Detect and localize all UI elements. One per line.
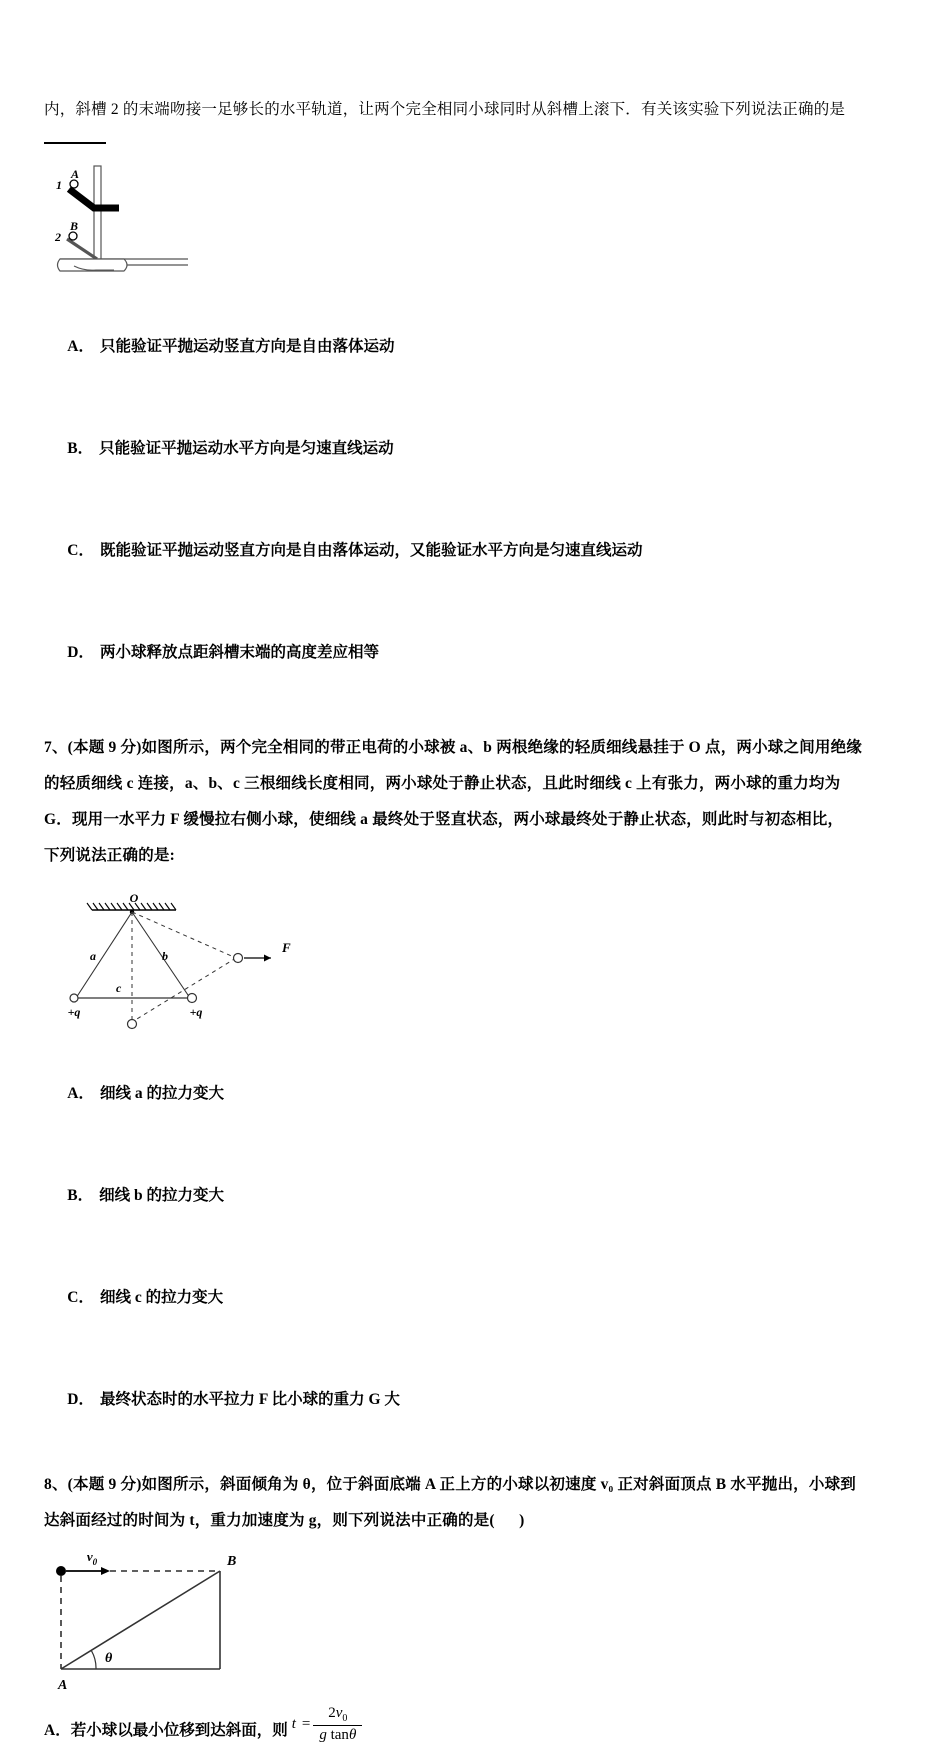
ball-a [70, 180, 78, 188]
force-arrow-head [264, 955, 271, 962]
option-row[interactable] [44, 296, 916, 398]
option-text: 若小球以最小位移到达斜面，则 [70, 1721, 288, 1739]
formula-numerator: $2v_0$ [328, 1705, 348, 1724]
ball-right-final [234, 954, 243, 963]
formula-variable: t [291, 1716, 296, 1732]
formula-t-expression [292, 1705, 363, 1744]
string-b [132, 912, 190, 998]
angle-arc [91, 1650, 96, 1669]
option-row[interactable] [44, 602, 916, 704]
option-text: 最终状态时的水平拉力 F 比小球的重力 G 大 [99, 1391, 400, 1408]
question-8-line-2: 达斜面经过的时间为 t，重力加速度为 g，则下列说法中正确的是( ) [44, 1512, 525, 1529]
label-angle-theta: θ [105, 1651, 113, 1666]
figure-charged-balls [64, 888, 916, 1033]
label-charge-left: +q [67, 1005, 81, 1019]
formula-fraction [313, 1705, 362, 1744]
option-text: 细线 c 的拉力变大 [99, 1289, 224, 1306]
label-velocity-v0: $v_0$ [86, 1549, 98, 1567]
groove-2-track [67, 239, 97, 259]
ball-b [69, 232, 77, 240]
label-string-c: c [116, 981, 122, 995]
label-point-b: B [227, 1554, 237, 1569]
ball-left-charge [70, 994, 78, 1002]
velocity-arrow-head [101, 1567, 110, 1575]
label-string-a: a [90, 949, 96, 963]
formula-denominator: g tanθ [313, 1725, 362, 1744]
option-row[interactable] [44, 398, 916, 500]
answer-blank-underline [44, 142, 106, 144]
option-label: C． [67, 1289, 94, 1306]
option-label: A． [44, 1721, 71, 1739]
label-force-f: F [282, 940, 291, 955]
stand-base [58, 259, 128, 271]
option-label: A． [67, 338, 94, 355]
question-7-line-1: 7、(本题 9 分)如图所示，两个完全相同的带正电荷的小球被 a、b 两根绝缘的轻质细线悬挂于 O 点，两小球之间用绝缘 [44, 739, 863, 756]
ball-right-charge [188, 994, 197, 1003]
label-point-a: A [58, 1678, 68, 1693]
label-charge-right: +q [189, 1005, 203, 1019]
option-text: 两小球释放点距斜槽末端的高度差应相等 [99, 644, 379, 661]
figure-double-groove [52, 162, 916, 282]
label-string-b: b [162, 949, 168, 963]
option-row[interactable] [44, 1145, 916, 1247]
option-label: D． [67, 1391, 94, 1408]
option-text: 细线 a 的拉力变大 [99, 1085, 224, 1102]
option-row[interactable] [44, 500, 916, 602]
formula-equals: = [301, 1716, 311, 1732]
option-label: B． [67, 1187, 94, 1204]
vertical-post [94, 166, 101, 260]
option-label: B． [67, 440, 94, 457]
question-7-line-3: G．现用一水平力 F 缓慢拉右侧小球，使细线 a 最终处于竖直状态，两小球最终处于静止状态，则此时与初态相比， [44, 811, 844, 828]
option-row-with-formula[interactable] [44, 1705, 916, 1748]
option-text: 细线 b 的拉力变大 [99, 1187, 224, 1204]
option-label: D． [67, 644, 94, 661]
option-row[interactable] [44, 1043, 916, 1145]
ball-left-final [128, 1020, 137, 1029]
figure-3-svg [48, 1549, 288, 1699]
string-a [76, 912, 132, 998]
option-text: 既能验证平抛运动竖直方向是自由落体运动，又能验证水平方向是匀速直线运动 [99, 542, 643, 559]
option-text: 只能验证平抛运动竖直方向是自由落体运动 [99, 338, 395, 355]
page-content [44, 92, 916, 1748]
option-text: 只能验证平抛运动水平方向是匀速直线运动 [99, 440, 394, 457]
question-6-tail-text: 内，斜槽 2 的末端吻接一足够长的水平轨道，让两个完全相同小球同时从斜槽上滚下．有关该实验下列说法正确的是 [44, 101, 846, 118]
figure-2-svg [64, 888, 324, 1033]
figure-1-svg [52, 162, 252, 282]
label-pivot-o: O [129, 891, 139, 905]
option-row[interactable] [44, 1349, 916, 1451]
figure-inclined-plane [48, 1549, 916, 1699]
label-groove-1: 1 [56, 178, 62, 192]
label-groove-2: 2 [55, 230, 61, 244]
question-7-line-4: 下列说法正确的是: [44, 847, 175, 864]
option-row[interactable] [44, 1247, 916, 1349]
question-7-line-2: 的轻质细线 c 连接，a、b、c 三根细线长度相同，两小球处于静止状态，且此时细线 c 上有张力，两小球的重力均为 [44, 775, 841, 792]
option-label: C． [67, 542, 94, 559]
question-8-line-1: 8、(本题 9 分)如图所示，斜面倾角为 θ，位于斜面底端 A 正上方的小球以初速度 v₀ 正对斜面顶点 B 水平抛出，小球到 [44, 1476, 856, 1493]
projectile-ball [56, 1566, 66, 1576]
label-ball-a: A [70, 167, 80, 181]
incline-hypotenuse [61, 1571, 220, 1669]
option-label: A． [67, 1085, 94, 1102]
label-ball-b: B [69, 219, 79, 233]
